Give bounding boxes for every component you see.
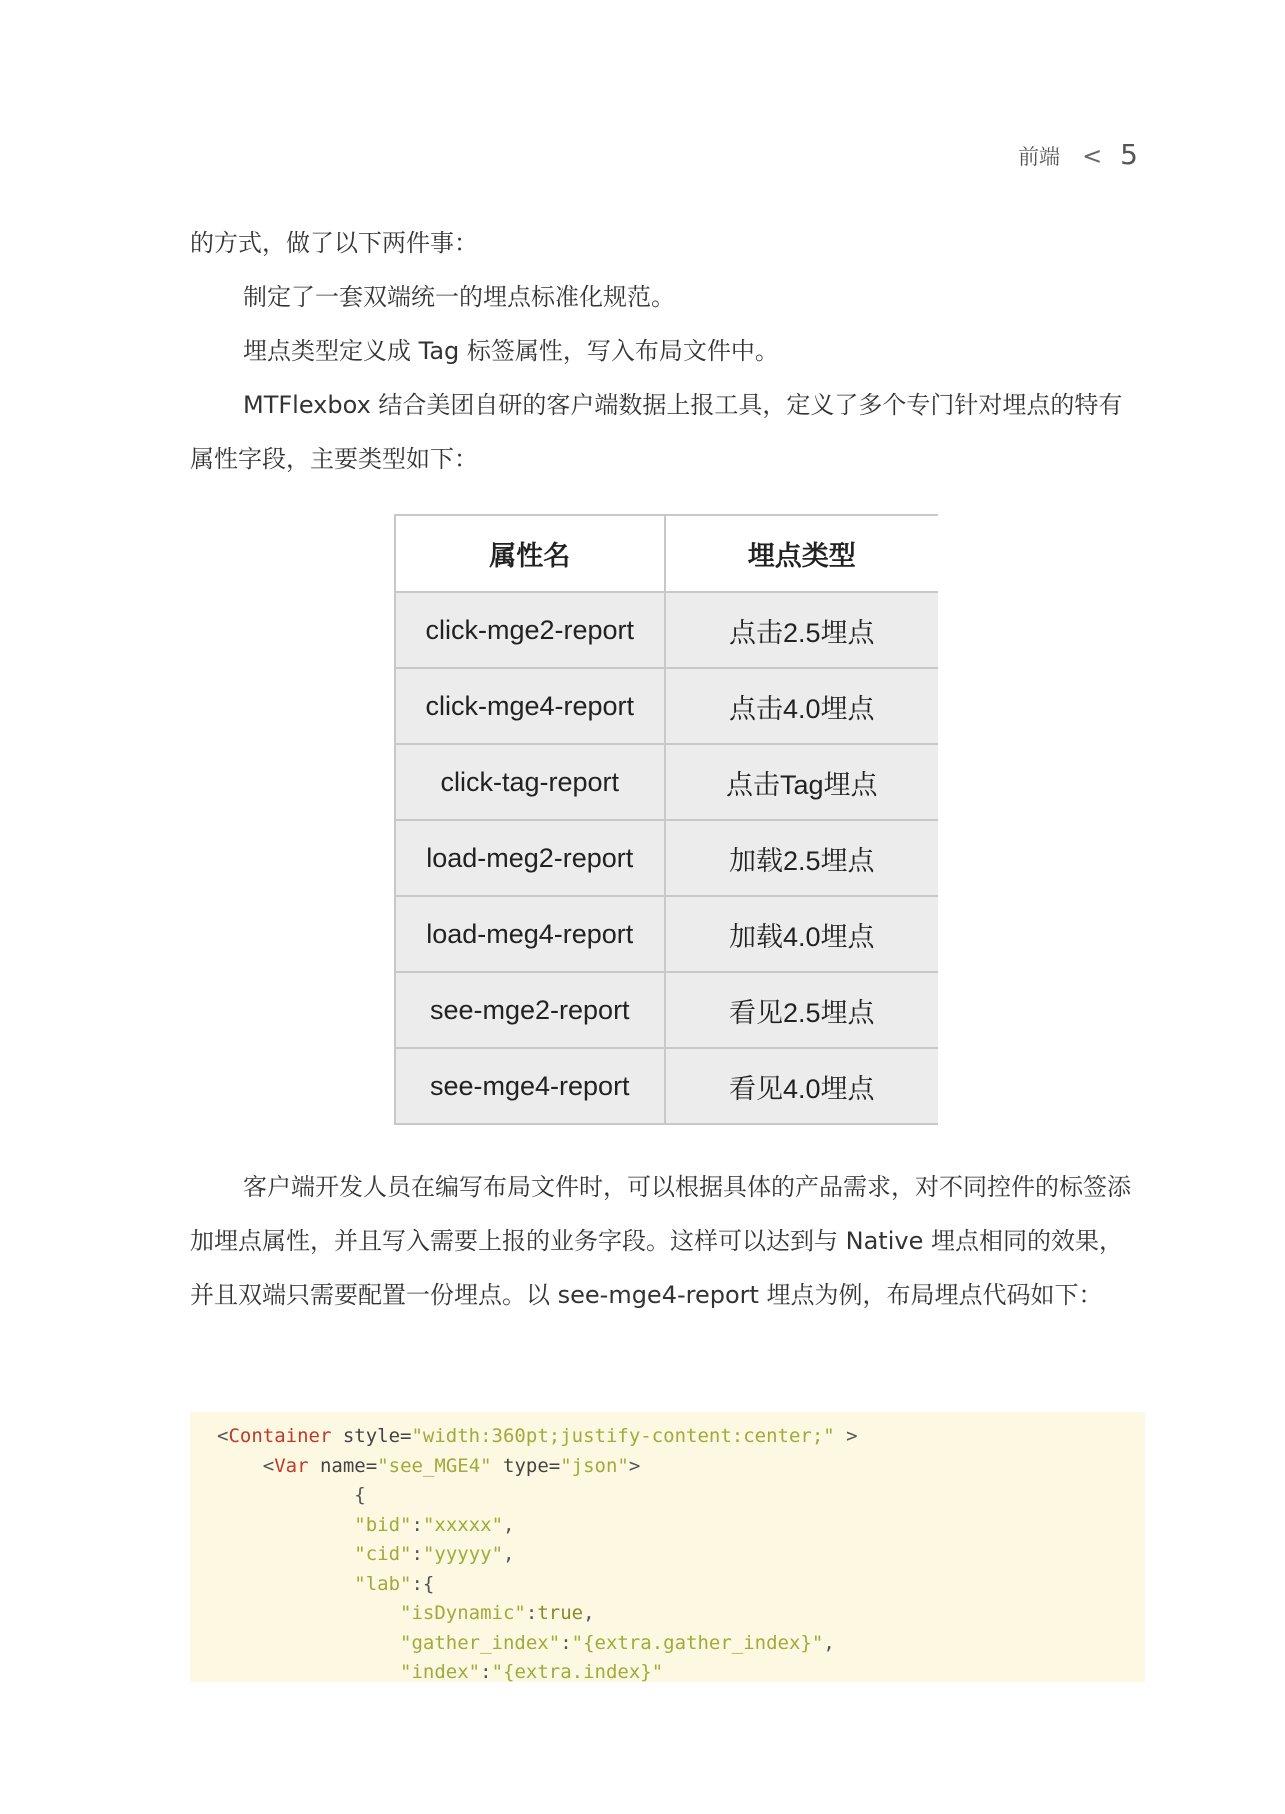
table-cell-type: 点击4.0埋点 — [665, 668, 938, 744]
paragraph-item-1: 制定了一套双端统一的埋点标准化规范。 — [243, 283, 675, 311]
page-header — [1018, 138, 1138, 171]
table-cell-attr: click-mge4-report — [395, 668, 665, 744]
table-row — [395, 896, 938, 972]
table-row — [395, 592, 938, 668]
paragraph-continuation: 的方式，做了以下两件事： — [190, 229, 478, 257]
table-header-track-type: 埋点类型 — [665, 515, 938, 592]
table-cell-type: 加载4.0埋点 — [665, 896, 938, 972]
code-block — [190, 1412, 1145, 1682]
table-cell-attr: load-meg4-report — [395, 896, 665, 972]
intro-paragraphs — [190, 216, 1146, 486]
table-row — [395, 668, 938, 744]
code-tag-container: Container — [228, 1425, 332, 1447]
table-cell-attr: click-tag-report — [395, 744, 665, 820]
paragraph-mtflexbox: MTFlexbox 结合美团自研的客户端数据上报工具，定义了多个专门针对埋点的特有属性字段，主要类型如下： — [190, 391, 1123, 473]
table-cell-attr: click-mge2-report — [395, 592, 665, 668]
table-header-attr-name: 属性名 — [395, 515, 665, 592]
code-listing: <Container style="width:360pt;justify-content:center;" > <Var name="see_MGE4" type="json"> { "bid":"xxxxx", "cid":"yyyyy", "lab":{ "isDynamic":true, "gather_index":"{extra.gather_index}", "index":"{extra.index}" — [217, 1425, 858, 1682]
paragraph-layout-tracking: 客户端开发人员在编写布局文件时，可以根据具体的产品需求，对不同控件的标签添加埋点属性，并且写入需要上报的业务字段。这样可以达到与 Native 埋点相同的效果，并且双端只需要配置一份埋点。以 see-mge4-report 埋点为例，布局埋点代码如下： — [190, 1173, 1131, 1309]
table-row — [395, 820, 938, 896]
table-cell-type: 点击Tag埋点 — [665, 744, 938, 820]
code-tag-var: Var — [274, 1454, 309, 1477]
table-cell-type: 点击2.5埋点 — [665, 592, 938, 668]
table-cell-type: 看见2.5埋点 — [665, 972, 938, 1048]
table-row — [395, 1048, 938, 1124]
table-cell-attr: see-mge4-report — [395, 1048, 665, 1124]
page-number: 5 — [1120, 138, 1138, 171]
layout-paragraph — [190, 1160, 1146, 1322]
section-title: 前端 — [1018, 145, 1061, 169]
table-cell-attr: load-meg2-report — [395, 820, 665, 896]
attribute-table — [394, 514, 938, 1125]
separator-chevron: < — [1082, 142, 1103, 170]
table-cell-attr: see-mge2-report — [395, 972, 665, 1048]
table-row — [395, 972, 938, 1048]
table-row — [395, 744, 938, 820]
table-cell-type: 看见4.0埋点 — [665, 1048, 938, 1124]
table-cell-type: 加载2.5埋点 — [665, 820, 938, 896]
paragraph-item-2: 埋点类型定义成 Tag 标签属性，写入布局文件中。 — [243, 337, 779, 365]
